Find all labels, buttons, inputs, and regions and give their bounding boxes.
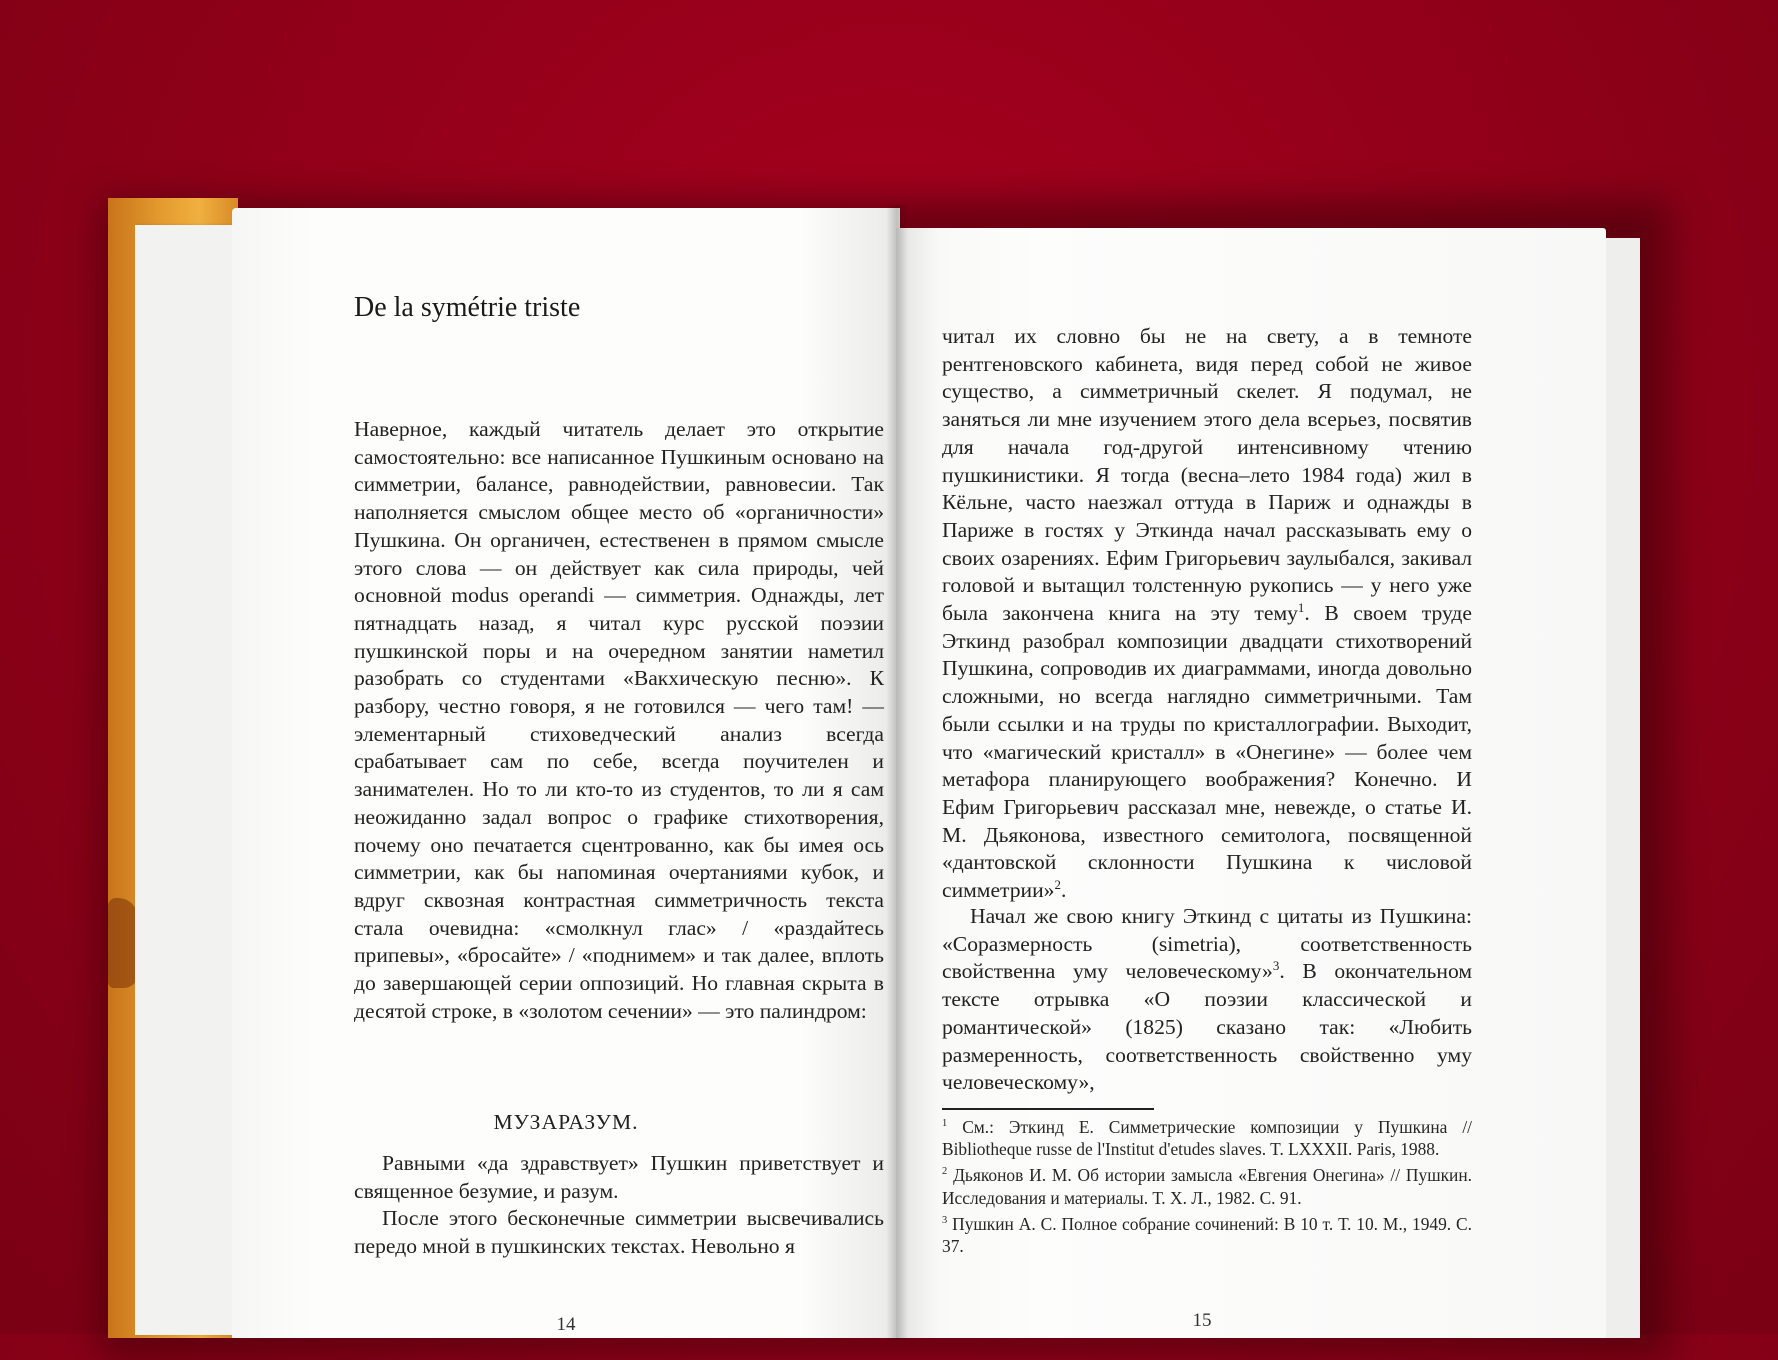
- right-body-text: [942, 323, 1472, 905]
- right-paragraph-1a: читал их словно бы не на свету, а в темноте рентгеновского кабинета, видя перед собой не живое существо, а симметричный скелет. Я подумал, не заняться ли мне изучением этого дела всерьез, посвятив для начала год-другой интенсивному чтению пушкинистики. Я тогда (весна–лето 1984 года) жил в Кёльне, часто наезжал оттуда в Париж и однажды в Париже в гостях у Эткинда начал рассказывать ему о своих озарениях. Ефим Григорьевич заулыбался, закивал головой и вытащил толстенную рукопись — у него уже была закончена книга на эту тему: [942, 324, 1472, 626]
- footnote-rule: [942, 1108, 1154, 1110]
- right-paragraph-2a: Начал же свою книгу Эткинд с цитаты из Пушкина: «Соразмерность (simetria), соответственность свойственна уму человеческому»: [942, 904, 1472, 984]
- footnote-3-text: Пушкин А. С. Полное собрание сочинений: В 10 т. Т. 10. М., 1949. С. 37.: [942, 1213, 1472, 1257]
- left-page: [232, 208, 900, 1338]
- footnote-1-text: См.: Эткинд Е. Симметрические композиции у Пушкина // Bibliotheque russe de l'Institut d'etudes slaves. T. LXXXII. Paris, 1988.: [942, 1117, 1472, 1160]
- footnote-1-mark: 1: [942, 1118, 948, 1130]
- page-number-right: 15: [1192, 1310, 1212, 1331]
- footnote-1: [942, 1116, 1472, 1160]
- footnote-2-mark: 2: [942, 1166, 948, 1178]
- left-paragraph-3: После этого бесконечные симметрии высвечивались передо мной в пушкинских текстах. Невольно я: [354, 1206, 884, 1259]
- footnote-mark-2: 2: [1054, 876, 1061, 892]
- footnote-mark-1: 1: [1297, 599, 1305, 615]
- footnote-2-text: Дьяконов И. М. Об истории замысла «Евгения Онегина» // Пушкин. Исследования и материалы. Т. Х. Л., 1982. С. 91.: [942, 1165, 1472, 1208]
- right-body-text-2: [942, 903, 1472, 1097]
- footnote-3: [942, 1213, 1472, 1257]
- cover-mark: [108, 898, 138, 988]
- footnote-2: [942, 1164, 1472, 1208]
- chapter-title: De la symétrie triste: [354, 292, 581, 323]
- right-paragraph-2: [942, 903, 1472, 1097]
- footnote-3-mark: 3: [942, 1215, 948, 1227]
- right-paragraph-1c: .: [1060, 878, 1067, 903]
- right-paragraph-1: [942, 323, 1472, 905]
- left-body-text-2: [354, 1150, 884, 1261]
- right-page: [896, 228, 1606, 1338]
- footnote-mark-3: 3: [1272, 958, 1280, 974]
- right-paragraph-2b: . В окончательном тексте отрывка «О поэзии классической и романтической» (1825) сказано так: «Любить размеренность, соответственность свойственно уму человеческому»,: [942, 959, 1473, 1095]
- left-body-text: [354, 416, 884, 1025]
- left-paragraph-1: Наверное, каждый читатель делает это открытие самостоятельно: все написанное Пушкиным основано на симметрии, балансе, равнодействии, равновесии. Так наполняется смыслом общее место об «органичности» Пушкина. Он органичен, естественен в прямом смысле этого слова — он действует как сила природы, чей основной modus operandi — симметрия. Однажды, лет пятнадцать назад, я читал курс русской поэзии пушкинской поры и на очередном занятии наметил разобрать со студентами «Вакхическую песню». К разбору, честно говоря, я не готовился — чего там! — элементарный стиховедческий анализ всегда срабатывает сам по себе, всегда поучителен и занимателен. Но то ли кто-то из студентов, то ли я сам неожиданно задал вопрос о графике стихотворения, почему оно печатается сцентрованно, как бы имея ось симметрии, как бы напоминая очертаниями кубок, и вдруг сквозная контрастная симметричность текста стала очевидна: «смолкнул глас» / «раздайтесь припевы», «бросайте» / «поднимем» и так далее, вплоть до завершающей серии оппозиций. Но главная скрыта в десятой строке, в «золотом сечении» — это палиндром:: [354, 417, 884, 1023]
- page-number-left: 14: [556, 1314, 576, 1335]
- footnotes: [942, 1116, 1472, 1261]
- book-gutter: [886, 205, 908, 1340]
- left-paragraph-2: Равными «да здравствует» Пушкин приветствует и священное безумие, и разум.: [354, 1151, 884, 1203]
- right-paragraph-1b: . В своем труде Эткинд разобрал композиции двадцати стихотворений Пушкина, сопроводив их диаграммами, иногда довольно сложными, но всегда наглядно симметричными. Там были ссылки и на труды по кристаллографии. Выходит, что «магический кристалл» в «Онегине» — более чем метафора планирующего воображения? Конечно. И Ефим Григорьевич рассказал мне, невежде, о статье И. М. Дьяконова, известного семитолога, посвященной «дантовской склонности Пушкина к числовой симметрии»: [942, 601, 1472, 903]
- palindrome: МУЗАРАЗУМ.: [493, 1110, 639, 1134]
